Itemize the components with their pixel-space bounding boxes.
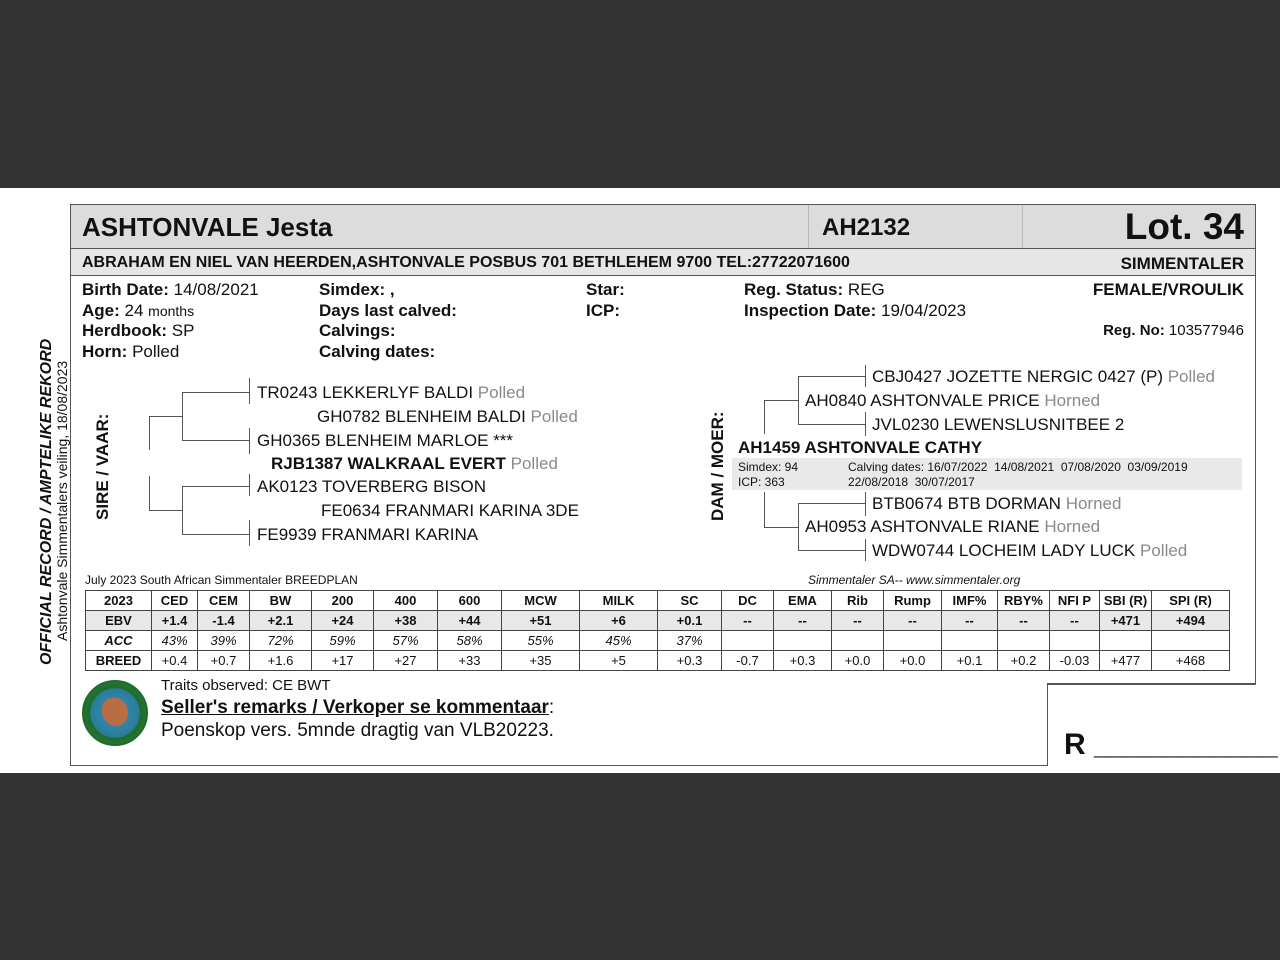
remarks-title: Seller's remarks / Verkoper se kommentaar (161, 697, 549, 718)
ebv-cell: MCW (502, 591, 580, 611)
ebv-cell: -- (942, 611, 998, 631)
ebv-cell: +0.3 (774, 651, 832, 671)
age-label: Age: (82, 301, 120, 320)
pedigree-name: JVL0230 LEWENSLUSNITBEE 2 (872, 415, 1125, 434)
traits-observed: Traits observed: CE BWT (161, 677, 331, 694)
pedigree-horn: Horned (1044, 517, 1101, 536)
pedigree-d-dam (805, 517, 1100, 537)
pedigree-dam: AH1459 ASHTONVALE CATHY (738, 438, 983, 457)
birth-date-label: Birth Date: (82, 280, 169, 299)
ebv-cell: -0.7 (722, 651, 774, 671)
inspection-date-value: 19/04/2023 (880, 301, 967, 320)
ebv-cell: 43% (152, 631, 198, 651)
days-last-calved-label: Days last calved: (319, 301, 457, 320)
pedigree-name: CBJ0427 JOZETTE NERGIC 0427 (P) (872, 367, 1163, 386)
star-label: Star: (586, 280, 625, 299)
dam-calving-dates: Calving dates: 16/07/2022 14/08/2021 07/08/2020 03/09/2019 (848, 460, 1188, 474)
ebv-cell: +0.1 (942, 651, 998, 671)
dam-label: DAM / MOER: (708, 411, 727, 521)
pedigree-name: WDW0744 LOCHEIM LADY LUCK (872, 541, 1136, 560)
ebv-cell (774, 631, 832, 651)
price-field: R ___________ (1064, 728, 1278, 761)
ebv-cell: CEM (198, 591, 250, 611)
acc-row (86, 631, 1230, 651)
ebv-cell: 59% (312, 631, 374, 651)
ebv-cell: +5 (580, 651, 658, 671)
horn-value: Polled (132, 342, 180, 361)
ebv-cell: 37% (658, 631, 722, 651)
ebv-cell: IMF% (942, 591, 998, 611)
pedigree-name: AH0840 ASHTONVALE PRICE (805, 391, 1040, 410)
simmentaler-sa-logo-icon (82, 680, 148, 746)
ebv-cell: SPI (R) (1152, 591, 1230, 611)
breedplan-source: Simmentaler SA-- www.simmentaler.org (808, 573, 1021, 587)
pedigree-sd-dam (257, 525, 478, 545)
ebv-cell: -- (1050, 611, 1100, 631)
pedigree-sd-sire (257, 477, 486, 497)
ebv-cell (1050, 631, 1100, 651)
pedigree-name: TR0243 LEKKERLYF BALDI (257, 383, 474, 402)
ebv-cell: EBV (86, 611, 152, 631)
ebv-cell: Rump (884, 591, 942, 611)
pedigree-ds-dam (872, 415, 1124, 435)
ebv-cell: 57% (374, 631, 438, 651)
ebv-cell: +27 (374, 651, 438, 671)
lot-card (0, 188, 1280, 773)
reg-status-label: Reg. Status: (744, 280, 844, 299)
pedigree-horn: Horned (1065, 494, 1122, 513)
ebv-cell: -1.4 (198, 611, 250, 631)
ebv-cell (942, 631, 998, 651)
ebv-cell (998, 631, 1050, 651)
ebv-cell: -- (722, 611, 774, 631)
ebv-cell: 55% (502, 631, 580, 651)
dam-calving-dates-cont: 22/08/2018 30/07/2017 (848, 475, 975, 489)
reg-status-value: REG (847, 280, 885, 299)
pedigree-name: FE0634 FRANMARI KARINA 3DE (321, 501, 579, 520)
ebv-cell: 600 (438, 591, 502, 611)
remarks-colon: : (548, 697, 555, 718)
herdbook-label: Herdbook: (82, 321, 167, 340)
pedigree-sire (271, 454, 558, 474)
pedigree-s-sire (317, 407, 578, 427)
ebv-cell (884, 631, 942, 651)
ebv-cell: -- (774, 611, 832, 631)
ebv-cell: RBY% (998, 591, 1050, 611)
calvings-label: Calvings: (319, 321, 396, 340)
ebv-cell: +477 (1100, 651, 1152, 671)
age-value: 24 (124, 301, 144, 320)
pedigree-name: FE9939 FRANMARI KARINA (257, 525, 479, 544)
pedigree-dd-sire (872, 494, 1121, 514)
breed-row (86, 651, 1230, 671)
ebv-cell (722, 631, 774, 651)
ebv-cell: +1.4 (152, 611, 198, 631)
pedigree-name: BTB0674 BTB DORMAN (872, 494, 1061, 513)
ebv-cell: +468 (1152, 651, 1230, 671)
ebv-cell (832, 631, 884, 651)
pedigree-name: GH0365 BLENHEIM MARLOE *** (257, 431, 514, 450)
pedigree-name: GH0782 BLENHEIM BALDI (317, 407, 526, 426)
ebv-cell: CED (152, 591, 198, 611)
reg-no-value: 103577946 (1168, 322, 1244, 339)
reg-no-label: Reg. No: (1103, 322, 1165, 339)
sale-label: Ashtonvale Simmentalers veiling, 18/08/2023 (54, 360, 70, 641)
dam-simdex: Simdex: 94 (738, 460, 799, 474)
ebv-cell: Rib (832, 591, 884, 611)
ebv-cell (1152, 631, 1230, 651)
ebv-cell: +0.7 (198, 651, 250, 671)
pedigree-horn: Polled (477, 383, 526, 402)
pedigree-horn: Polled (510, 454, 558, 473)
frame-divider (1047, 683, 1256, 685)
simdex-label: Simdex: , (319, 280, 395, 299)
inspection-date-label: Inspection Date: (744, 301, 877, 320)
ebv-cell: +494 (1152, 611, 1230, 631)
ebv-cell: -- (832, 611, 884, 631)
pedigree-horn: Polled (530, 407, 578, 426)
ebv-table (85, 590, 1230, 671)
ebv-cell: 2023 (86, 591, 152, 611)
ebv-cell: +1.6 (250, 651, 312, 671)
pedigree-horn: Polled (1167, 367, 1215, 386)
ebv-cell: MILK (580, 591, 658, 611)
ebv-cell: +0.3 (658, 651, 722, 671)
owner-address: ABRAHAM EN NIEL VAN HEERDEN,ASHTONVALE POSBUS 701 BETHLEHEM 9700 TEL:27722071600 (82, 254, 850, 271)
ebv-cell: +6 (580, 611, 658, 631)
sex-label: FEMALE/VROULIK (1092, 280, 1244, 299)
ebv-cell: +0.1 (658, 611, 722, 631)
pedigree-name: AH0953 ASHTONVALE RIANE (805, 517, 1040, 536)
calving-dates-label: Calving dates: (319, 342, 436, 361)
ebv-cell: +17 (312, 651, 374, 671)
animal-id: AH2132 (822, 214, 911, 241)
breed-name: SIMMENTALER (1120, 254, 1244, 273)
pedigree-name: AK0123 TOVERBERG BISON (257, 477, 486, 496)
ebv-cell: -- (884, 611, 942, 631)
ebv-cell: +33 (438, 651, 502, 671)
ebv-cell: 72% (250, 631, 312, 651)
pedigree-dd-dam (872, 541, 1187, 561)
ebv-cell: -0.03 (1050, 651, 1100, 671)
official-record-label: OFFICIAL RECORD / AMPTELIKE REKORD (38, 338, 55, 665)
ebv-cell: EMA (774, 591, 832, 611)
ebv-cell: 45% (580, 631, 658, 651)
ebv-cell: +471 (1100, 611, 1152, 631)
pedigree-horn: Polled (1140, 541, 1188, 560)
ebv-cell: 39% (198, 631, 250, 651)
ebv-cell: 200 (312, 591, 374, 611)
pedigree-d-sire (805, 391, 1100, 411)
pedigree-ss-sire (257, 383, 525, 403)
ebv-cell: NFI P (1050, 591, 1100, 611)
ebv-cell: +0.0 (832, 651, 884, 671)
ebv-cell: +0.0 (884, 651, 942, 671)
ebv-cell: 400 (374, 591, 438, 611)
horn-label: Horn: (82, 342, 128, 361)
ebv-row (86, 611, 1230, 631)
ebv-cell: +35 (502, 651, 580, 671)
title-divider (808, 205, 809, 248)
ebv-cell: +24 (312, 611, 374, 631)
pedigree-name: RJB1387 WALKRAAL EVERT (271, 454, 506, 473)
ebv-cell (1100, 631, 1152, 651)
ebv-header-row (86, 591, 1230, 611)
icp-label: ICP: (586, 301, 620, 320)
title-divider (1022, 205, 1023, 248)
pedigree-ds-sire (872, 367, 1215, 387)
remarks-text: Poenskop vers. 5mnde dragtig van VLB20223. (161, 720, 554, 741)
ebv-cell: 58% (438, 631, 502, 651)
breedplan-caption: July 2023 South African Simmentaler BREEDPLAN (85, 573, 358, 587)
pedigree-horn: Horned (1044, 391, 1101, 410)
ebv-cell: +2.1 (250, 611, 312, 631)
ebv-cell: SBI (R) (1100, 591, 1152, 611)
dam-icp: ICP: 363 (738, 475, 785, 489)
lot-number: Lot. 34 (1124, 206, 1244, 247)
birth-date-value: 14/08/2021 (173, 280, 259, 299)
ebv-cell: ACC (86, 631, 152, 651)
age-unit: months (148, 303, 195, 319)
ebv-cell: +44 (438, 611, 502, 631)
ebv-cell: BREED (86, 651, 152, 671)
animal-name: ASHTONVALE Jesta (82, 212, 333, 242)
sire-label: SIRE / VAAR: (93, 413, 112, 520)
ebv-cell: -- (998, 611, 1050, 631)
pedigree-ss-dam (257, 431, 513, 451)
ebv-cell: DC (722, 591, 774, 611)
ebv-cell: SC (658, 591, 722, 611)
ebv-cell: +0.2 (998, 651, 1050, 671)
ebv-cell: BW (250, 591, 312, 611)
herdbook-value: SP (171, 321, 195, 340)
ebv-cell: +38 (374, 611, 438, 631)
ebv-cell: +51 (502, 611, 580, 631)
pedigree-s-dam (321, 501, 579, 521)
ebv-cell: +0.4 (152, 651, 198, 671)
